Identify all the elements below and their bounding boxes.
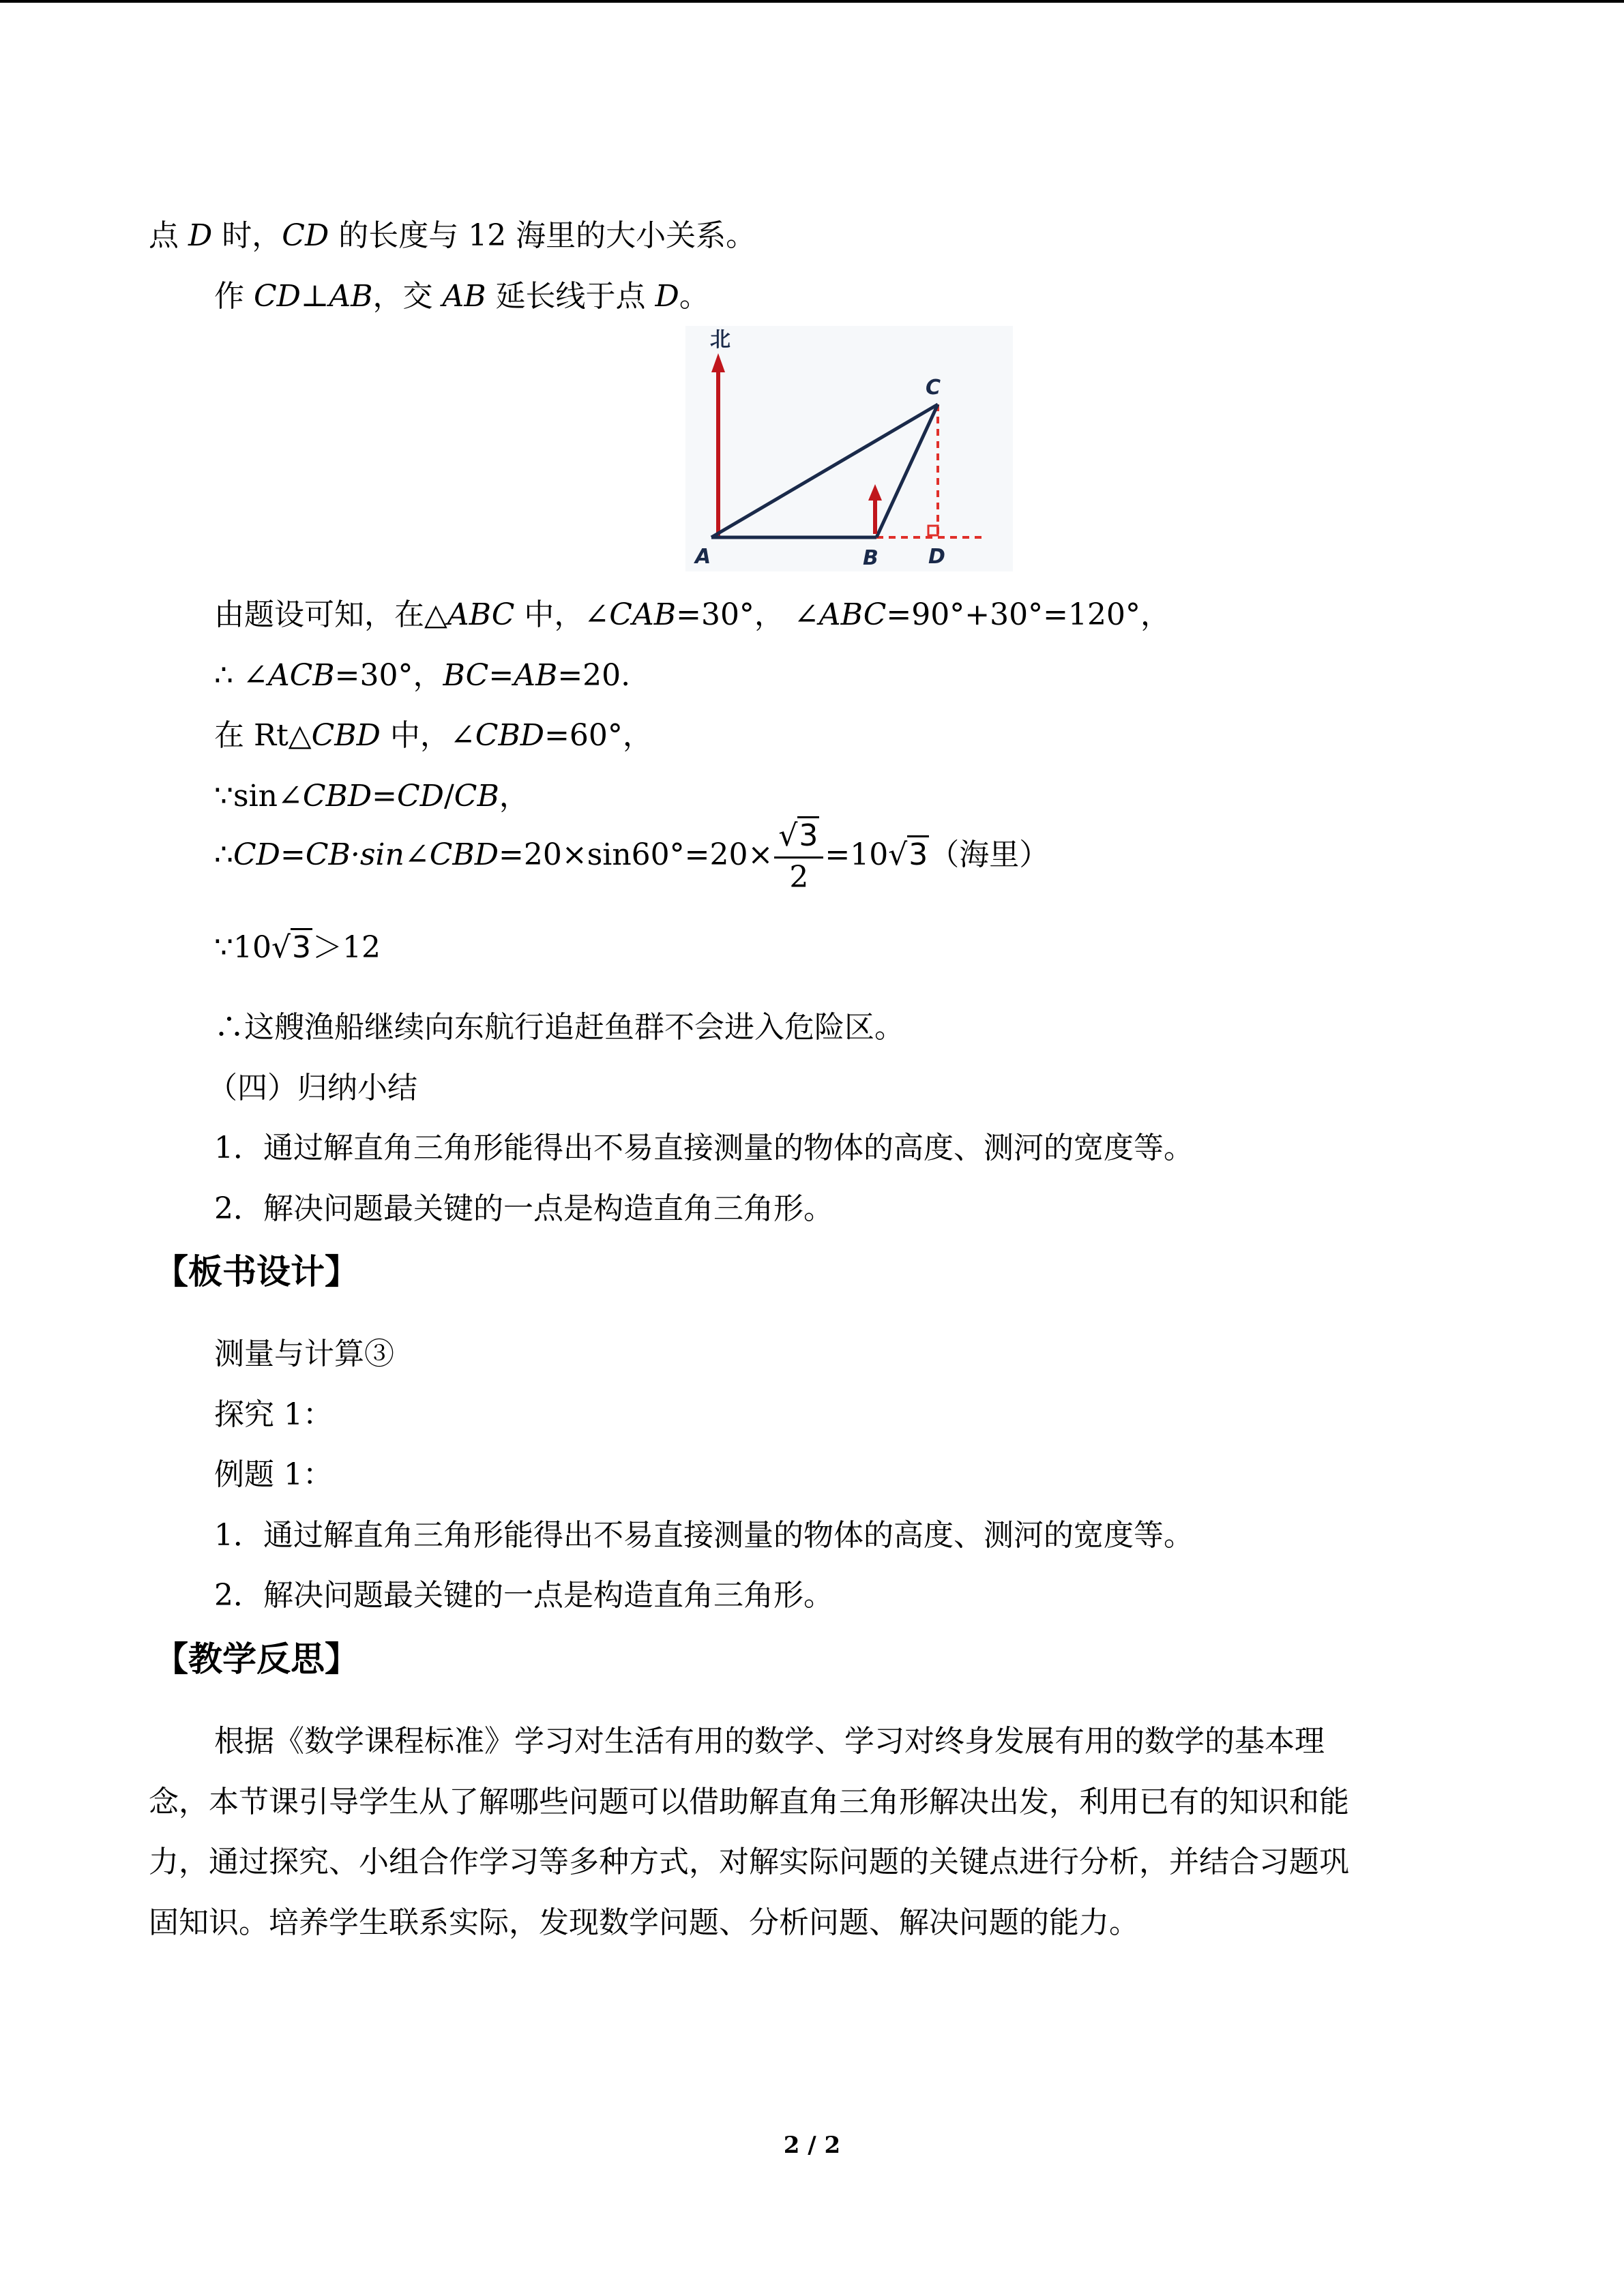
sqrt: √ 3: [888, 816, 929, 895]
text-line: 2．解决问题最关键的一点是构造直角三角形。: [214, 1578, 833, 1613]
var: CBD: [429, 837, 499, 872]
text: 时，: [212, 218, 282, 253]
top-border: [0, 0, 1624, 3]
text: 在 Rt△: [214, 718, 312, 753]
text-line: 2．解决问题最关键的一点是构造直角三角形。: [214, 1191, 833, 1226]
var: CBD: [302, 779, 372, 814]
text: /: [443, 779, 454, 814]
sqrt-radicand: 3: [291, 928, 312, 965]
text: =60°，: [544, 718, 653, 753]
var: AB: [514, 658, 558, 693]
page-number: 2 / 2: [783, 2132, 841, 2159]
text-line: [214, 715, 653, 756]
text-line: ∴这艘渔船继续向东航行追赶鱼群不会进入危险区。: [214, 1010, 904, 1045]
text: 中，∠: [380, 718, 475, 753]
text: 的长度与 12 海里的大小关系。: [329, 218, 756, 253]
text: =20×sin60°=20×: [498, 837, 773, 872]
text-line: 例题 1：: [214, 1457, 333, 1492]
triangle-figure: [685, 326, 1013, 571]
text: =90°+30°=120°，: [886, 597, 1170, 632]
text-line: [214, 655, 630, 696]
text: ，: [499, 779, 529, 814]
var: CD: [282, 218, 329, 253]
text-line: [214, 776, 529, 817]
label-north: 北: [710, 328, 730, 352]
text-line: [149, 215, 756, 256]
var: CD: [397, 779, 444, 814]
text-line: 探究 1：: [214, 1397, 333, 1432]
text: 点: [149, 218, 188, 253]
text-line: 念，本节课引导学生从了解哪些问题可以借助解直角三角形解决出发，利用已有的知识和能: [149, 1785, 1349, 1819]
text: 延长线于点: [486, 279, 655, 314]
text: =30°，: [334, 658, 443, 693]
text-line: [214, 595, 1170, 636]
text: ∵sin∠: [214, 779, 303, 814]
figure-background: [685, 326, 1013, 571]
text: ∴: [214, 837, 233, 872]
var: ABC: [818, 597, 887, 632]
var: D: [655, 279, 679, 314]
var: CB: [454, 779, 499, 814]
text: =20.: [557, 658, 631, 693]
sqrt: √ 3: [778, 817, 819, 855]
text: （海里）: [929, 837, 1050, 872]
text: ＞12: [312, 930, 381, 965]
text-line: 测量与计算③: [214, 1337, 394, 1371]
text: 中，∠: [514, 597, 610, 632]
text: 由题设可知，在△: [214, 597, 447, 632]
text-line: 力，通过探究、小组合作学习等多种方式，对解实际问题的关键点进行分析，并结合习题巩: [149, 1845, 1349, 1879]
text-line: [214, 816, 1049, 897]
var: AB: [329, 279, 373, 314]
text: =: [280, 837, 306, 872]
text: =30°， ∠: [676, 597, 819, 632]
section-title: （四）归纳小结: [207, 1071, 417, 1105]
var: CAB: [609, 597, 677, 632]
var: CB·sin: [305, 837, 404, 872]
text-line: 1．通过解直角三角形能得出不易直接测量的物体的高度、测河的宽度等。: [214, 1131, 1194, 1165]
text-line: [214, 927, 381, 968]
var: AB: [442, 279, 486, 314]
text-line: 1．通过解直角三角形能得出不易直接测量的物体的高度、测河的宽度等。: [214, 1518, 1194, 1553]
var: CBD: [311, 718, 381, 753]
label-b: B: [863, 546, 879, 570]
text-line: [214, 276, 709, 317]
var: ABC: [447, 597, 515, 632]
var: ACB: [267, 658, 335, 693]
text-line: 固知识。培养学生联系实际，发现数学问题、分析问题、解决问题的能力。: [149, 1905, 1139, 1940]
text: ∠: [404, 837, 430, 872]
sqrt: √ 3: [271, 927, 312, 968]
text: ⊥: [300, 279, 329, 314]
text: ，交: [372, 279, 443, 314]
text: 。: [679, 279, 709, 314]
var: CD: [254, 279, 301, 314]
text: ∴ ∠: [214, 658, 268, 693]
fraction: [774, 817, 823, 897]
heading-reflection: 【教学反思】: [154, 1639, 359, 1679]
var: BC: [443, 658, 489, 693]
sqrt-radicand: 3: [797, 816, 819, 853]
text-line: 根据《数学课程标准》学习对生活有用的数学、学习对终身发展有用的数学的基本理: [214, 1724, 1325, 1759]
label-c: C: [926, 376, 941, 400]
text: ∵10: [214, 930, 271, 965]
text: =: [488, 658, 514, 693]
fraction-denominator: 2: [789, 860, 809, 895]
text: =10: [825, 837, 889, 872]
var: D: [188, 218, 213, 253]
var: CD: [233, 837, 280, 872]
text: =: [372, 779, 398, 814]
sqrt-radicand: 3: [907, 835, 929, 872]
label-a: A: [695, 545, 711, 569]
var: CBD: [475, 718, 545, 753]
heading-board-design: 【板书设计】: [154, 1252, 359, 1292]
text: 作: [214, 279, 254, 314]
label-d: D: [928, 545, 945, 569]
